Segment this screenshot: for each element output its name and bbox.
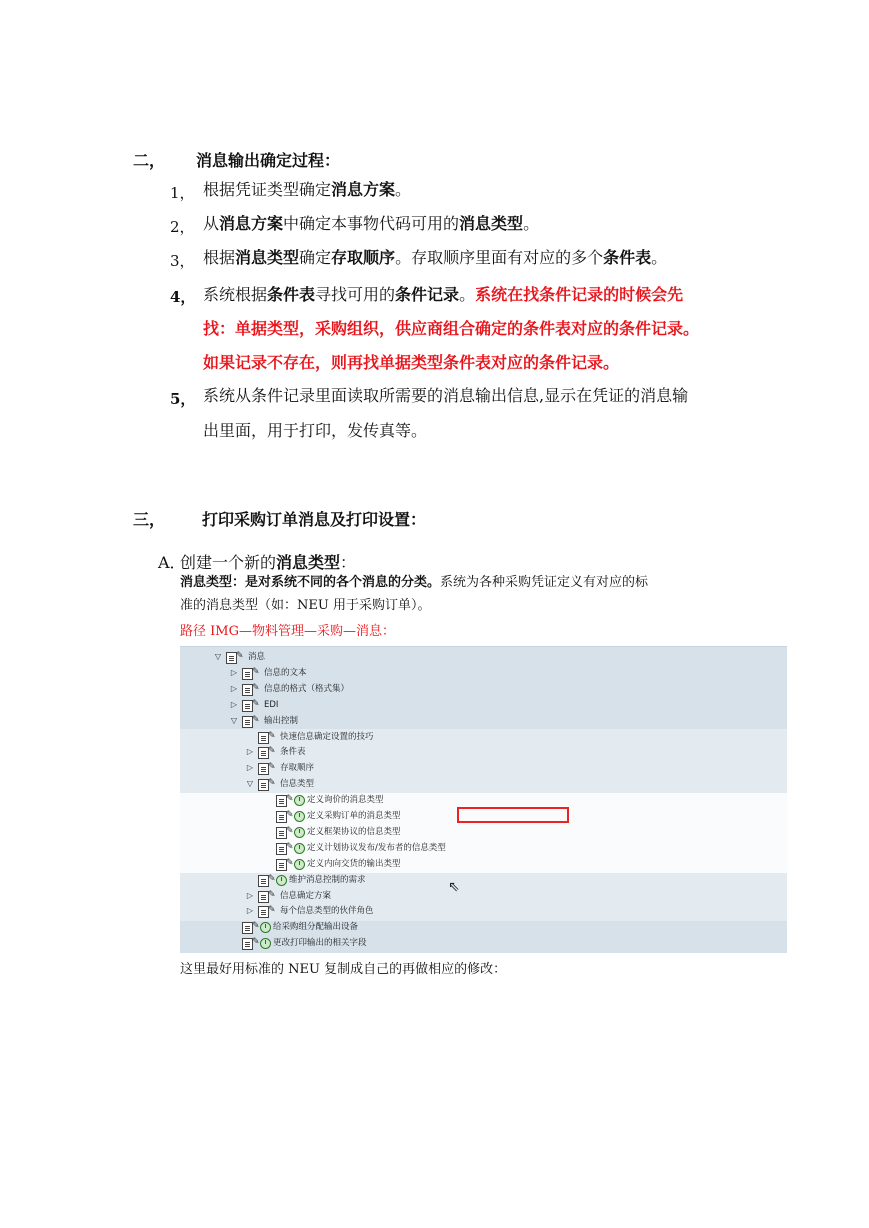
edit-icon: ✎ bbox=[252, 937, 260, 948]
sub-a-heading: 创建一个新的消息类型： bbox=[180, 553, 357, 572]
edit-icon: ✎ bbox=[236, 651, 244, 661]
execute-icon[interactable] bbox=[294, 811, 305, 822]
section3-title: 打印采购订单消息及打印设置： bbox=[202, 510, 427, 529]
edit-icon: ✎ bbox=[252, 666, 260, 677]
tree-node[interactable] bbox=[180, 919, 787, 935]
expand-toggle-icon[interactable]: ▽ bbox=[246, 779, 254, 789]
collapse-toggle-icon[interactable]: ▷ bbox=[230, 699, 238, 709]
item-4-number: 4， bbox=[170, 288, 196, 306]
edit-icon: ✎ bbox=[286, 825, 294, 836]
note-text: 这里最好用标准的 NEU 复制成自己的再做相应的修改： bbox=[180, 962, 507, 977]
tree-node-label[interactable]: 条件表 bbox=[280, 747, 306, 758]
execute-icon[interactable] bbox=[294, 843, 305, 854]
item-4-red-line-2: 找：单据类型，采购组织，供应商组合确定的条件表对应的条件记录。 bbox=[203, 319, 700, 338]
img-path: 路径 IMG—物料管理—采购—消息： bbox=[180, 624, 395, 639]
tree-node-label[interactable]: 信息的格式（格式集） bbox=[264, 683, 350, 694]
collapse-toggle-icon[interactable]: ▷ bbox=[246, 906, 254, 916]
edit-icon: ✎ bbox=[286, 857, 294, 868]
tree-node[interactable] bbox=[180, 729, 787, 745]
tree-node-label[interactable]: 每个信息类型的伙伴角色 bbox=[280, 906, 374, 917]
tree-node-label[interactable]: 信息确定方案 bbox=[280, 890, 332, 901]
collapse-toggle-icon[interactable]: ▷ bbox=[246, 890, 254, 900]
item-5-line-1: 系统从条件记录里面读取所需要的消息输出信息,显示在凭证的消息输 bbox=[203, 386, 689, 405]
tree-node[interactable] bbox=[180, 840, 787, 856]
tree-node[interactable] bbox=[180, 824, 787, 840]
edit-icon: ✎ bbox=[286, 810, 294, 820]
edit-icon: ✎ bbox=[252, 682, 260, 693]
edit-icon: ✎ bbox=[252, 714, 260, 725]
item-2-text: 从消息方案中确定本事物代码可用的消息类型。 bbox=[203, 214, 540, 233]
edit-icon: ✎ bbox=[268, 746, 276, 757]
edit-icon: ✎ bbox=[268, 873, 276, 884]
tree-node-label[interactable]: 给采购组分配输出设备 bbox=[273, 922, 359, 933]
execute-icon[interactable] bbox=[294, 795, 305, 806]
tree-node[interactable] bbox=[180, 792, 787, 808]
tree-node-label[interactable]: 更改打印输出的相关字段 bbox=[273, 938, 367, 949]
edit-icon: ✎ bbox=[268, 730, 276, 741]
tree-node[interactable] bbox=[180, 713, 787, 729]
tree-node-label[interactable]: 消息 bbox=[248, 652, 266, 662]
tree-node-label[interactable]: 信息类型 bbox=[280, 779, 315, 790]
tree-node[interactable] bbox=[180, 760, 787, 776]
edit-icon: ✎ bbox=[286, 841, 294, 852]
tree-node[interactable] bbox=[180, 903, 787, 919]
tree-node[interactable] bbox=[180, 888, 787, 904]
execute-icon[interactable] bbox=[260, 922, 271, 933]
tree-node-label[interactable]: 定义采购订单的消息类型 bbox=[307, 811, 401, 821]
tree-node[interactable] bbox=[180, 744, 787, 760]
item-4-text: 系统根据条件表寻找可用的条件记录。系统在找条件记录的时候会先 bbox=[203, 285, 684, 304]
edit-icon: ✎ bbox=[268, 778, 276, 789]
tree-node-label[interactable]: 快速信息确定设置的技巧 bbox=[280, 731, 374, 742]
sap-img-tree bbox=[180, 646, 787, 953]
tree-node-label[interactable]: 维护消息控制的需求 bbox=[289, 874, 366, 885]
execute-icon[interactable] bbox=[294, 827, 305, 838]
expand-toggle-icon[interactable]: ▽ bbox=[230, 715, 238, 725]
edit-icon: ✎ bbox=[268, 889, 276, 900]
tree-node[interactable] bbox=[180, 872, 787, 888]
section3-marker: 三， bbox=[133, 510, 166, 529]
execute-icon[interactable] bbox=[260, 938, 271, 949]
item-1-number: 1， bbox=[170, 184, 195, 202]
tree-node-label[interactable]: 定义询价的消息类型 bbox=[307, 795, 384, 806]
item-5-number: 5， bbox=[170, 390, 196, 408]
tree-node[interactable] bbox=[180, 776, 787, 792]
collapse-toggle-icon[interactable]: ▷ bbox=[230, 667, 238, 677]
mouse-cursor-icon: ⇖ bbox=[448, 879, 460, 895]
tree-node-label[interactable]: 定义计划协议发布/发布者的信息类型 bbox=[307, 842, 446, 853]
item-2-number: 2， bbox=[170, 218, 195, 236]
edit-icon: ✎ bbox=[268, 762, 276, 773]
tree-node[interactable] bbox=[180, 665, 787, 681]
edit-icon: ✎ bbox=[252, 698, 260, 709]
item-3-number: 3， bbox=[170, 252, 195, 270]
execute-icon[interactable] bbox=[276, 875, 287, 886]
definition-line-2: 准的消息类型（如：NEU 用于采购订单）。 bbox=[180, 598, 431, 613]
tree-node-label[interactable]: EDI bbox=[264, 699, 279, 710]
highlight-box bbox=[457, 807, 569, 823]
tree-node-label[interactable]: 定义框架协议的信息类型 bbox=[307, 826, 401, 837]
edit-icon: ✎ bbox=[252, 921, 260, 932]
tree-node-label[interactable]: 信息的文本 bbox=[264, 667, 307, 678]
tree-node[interactable] bbox=[180, 697, 787, 713]
edit-icon: ✎ bbox=[268, 905, 276, 916]
collapse-toggle-icon[interactable]: ▷ bbox=[246, 763, 254, 773]
item-5-line-2: 出里面，用于打印，发传真等。 bbox=[203, 421, 428, 440]
tree-node-label[interactable]: 存取顺序 bbox=[280, 763, 315, 774]
tree-node[interactable] bbox=[180, 935, 787, 951]
tree-node-label[interactable]: 输出控制 bbox=[264, 715, 299, 726]
item-4-red-line-3: 如果记录不存在，则再找单据类型条件表对应的条件记录。 bbox=[203, 353, 620, 372]
expand-toggle-icon[interactable]: ▽ bbox=[214, 652, 222, 661]
execute-icon[interactable] bbox=[294, 859, 305, 870]
section2-marker: 二， bbox=[133, 151, 166, 170]
item-4-red-line-1: 系统在找条件记录的时候会先 bbox=[475, 285, 684, 304]
definition-line-1: 消息类型：是对系统不同的各个消息的分类。系统为各种采购凭证定义有对应的标 bbox=[180, 575, 649, 590]
tree-node[interactable] bbox=[180, 856, 787, 872]
item-3-text: 根据消息类型确定存取顺序。存取顺序里面有对应的多个条件表。 bbox=[203, 248, 668, 267]
sub-a-label: A． bbox=[158, 553, 186, 572]
collapse-toggle-icon[interactable]: ▷ bbox=[246, 747, 254, 757]
collapse-toggle-icon[interactable]: ▷ bbox=[230, 683, 238, 693]
tree-node[interactable] bbox=[180, 649, 787, 665]
section2-title: 消息输出确定过程： bbox=[196, 151, 341, 170]
item-1-text: 根据凭证类型确定消息方案。 bbox=[203, 180, 412, 199]
tree-node[interactable] bbox=[180, 681, 787, 697]
tree-node-label[interactable]: 定义内向交货的输出类型 bbox=[307, 858, 401, 869]
edit-icon: ✎ bbox=[286, 794, 294, 805]
